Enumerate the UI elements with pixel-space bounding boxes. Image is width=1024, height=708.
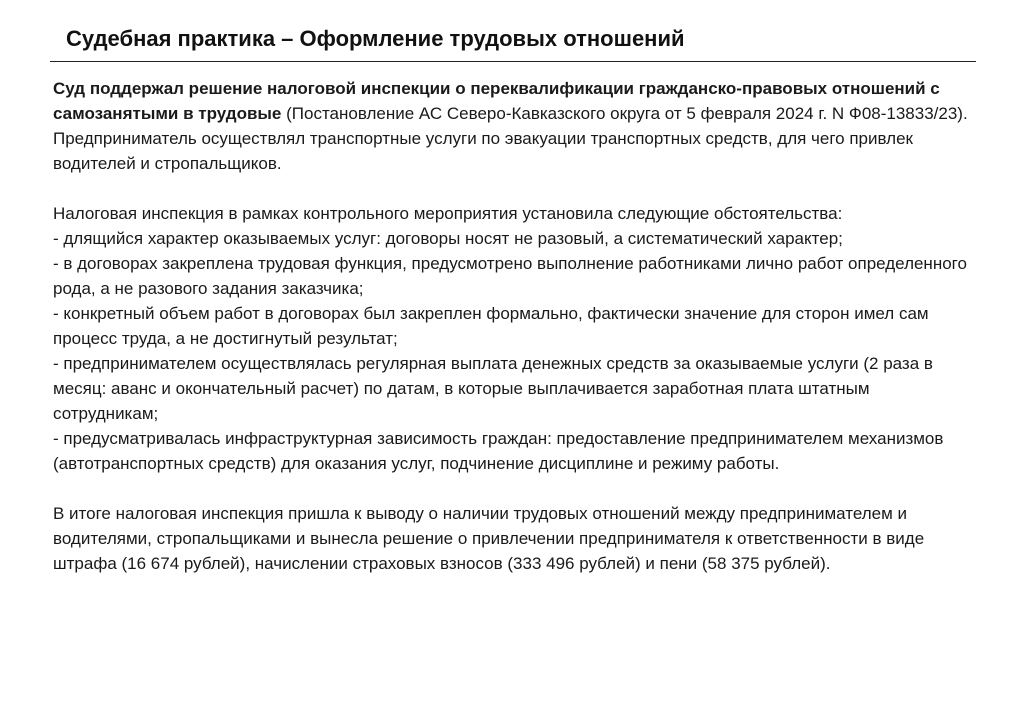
conclusion-paragraph: В итоге налоговая инспекция пришла к выводу о наличии трудовых отношений между предпринимателем и водителями, стропальщиками и вынесла решение о привлечении предпринимателя к ответственности в виде штрафа (16 674 рублей), начислении страховых взносов (333 496 рублей) и пени (58 375 рублей).	[53, 504, 925, 573]
intro-bold-text: Суд поддержал решение налоговой инспекции о переквалификации гражданско-правовых отношений с самозанятыми в трудовые	[53, 79, 940, 123]
findings-heading: Налоговая инспекция в рамках контрольного мероприятия установила следующие обстоятельства:	[53, 204, 843, 223]
slide-body	[53, 76, 973, 576]
title-divider	[50, 61, 976, 62]
intro-normal-text: (Постановление АС Северо-Кавказского округа от 5 февраля 2024 г. N Ф08-13833/23). Предприниматель осуществлял транспортные услуги по эвакуации транспортных средств, для чего привлек водителей и стропальщиков.	[53, 104, 968, 173]
finding-item: - в договорах закреплена трудовая функция, предусмотрено выполнение работниками лично работ определенного рода, а не разового задания заказчика;	[53, 254, 967, 298]
page-title: Судебная практика – Оформление трудовых отношений	[66, 26, 685, 51]
paragraph-gap	[53, 176, 973, 201]
paragraph-gap	[53, 476, 973, 501]
finding-item: - предпринимателем осуществлялась регулярная выплата денежных средств за оказываемые услуги (2 раза в месяц: аванс и окончательный расчет) по датам, в которые выплачивается заработная плата штатным сотрудникам;	[53, 354, 933, 423]
finding-item: - предусматривалась инфраструктурная зависимость граждан: предоставление предпринимателем механизмов (автотранспортных средств) для оказания услуг, подчинение дисциплине и режиму работы.	[53, 429, 944, 473]
intro-paragraph	[53, 76, 973, 176]
finding-item: - длящийся характер оказываемых услуг: договоры носят не разовый, а систематический характер;	[53, 229, 843, 248]
finding-item: - конкретный объем работ в договорах был закреплен формально, фактически значение для сторон имел сам процесс труда, а не достигнутый результат;	[53, 304, 929, 348]
